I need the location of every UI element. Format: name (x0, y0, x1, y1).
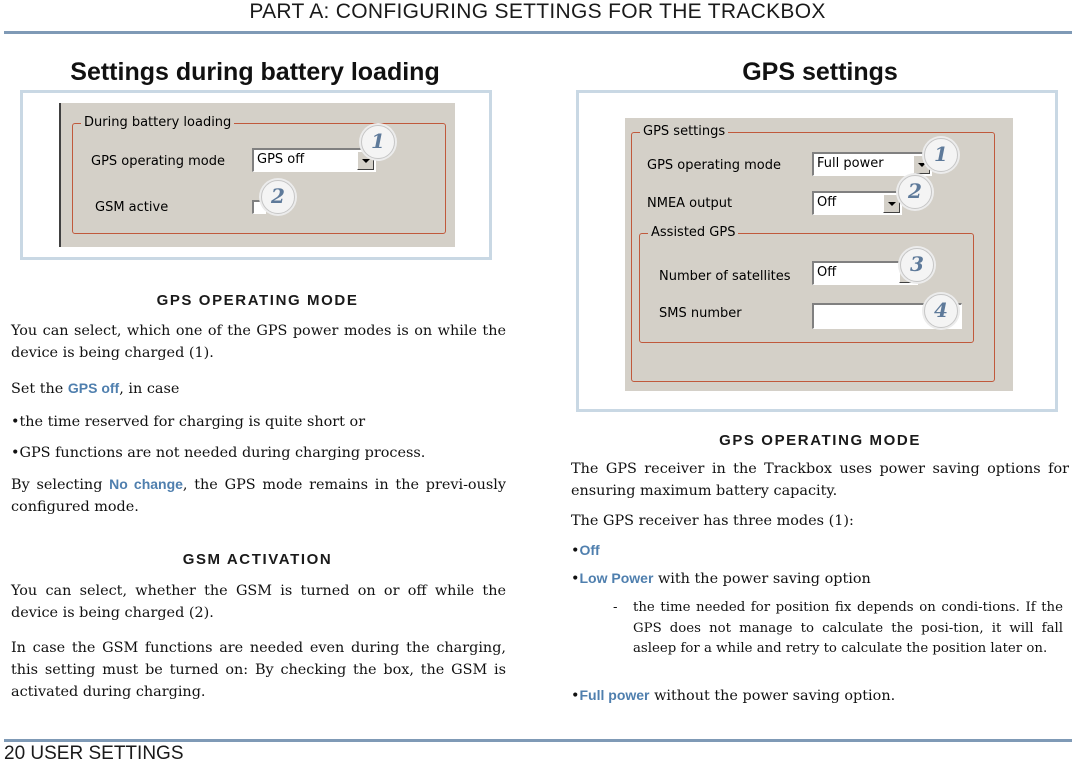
gps-mode-select[interactable] (812, 152, 932, 176)
page-footer: 20 USER SETTINGS (4, 743, 184, 764)
nmea-output-select-value: Off (817, 195, 837, 210)
mode-full-power-bullet: •Full power without the power saving option. (571, 687, 896, 704)
nmea-output-label: NMEA output (647, 196, 733, 211)
gps-settings-group-title: GPS settings (640, 124, 728, 140)
satellites-select-value: Off (817, 265, 837, 280)
gps-not-needed-bullet: •GPS functions are not needed during charging process. (11, 445, 426, 461)
three-modes-paragraph: The GPS receiver has three modes (1): (571, 513, 854, 529)
right-column-title: GPS settings (742, 58, 898, 86)
callout-badge-3: 3 (900, 248, 934, 282)
gsm-charging-paragraph: In case the GSM functions are needed even during the charging, this setting must be turned on: By checking the box, the GSM is activated during charging. (11, 640, 506, 700)
mode-off-highlight: Off (579, 542, 600, 558)
charging-time-bullet: •the time reserved for charging is quite short or (11, 414, 366, 430)
gps-mode-select-value: GPS off (257, 152, 305, 167)
battery-loading-group-title: During battery loading (81, 115, 234, 131)
callout-badge-1: 1 (361, 125, 395, 159)
page-header: PART A: CONFIGURING SETTINGS FOR THE TRACKBOX (249, 0, 826, 23)
no-change-paragraph: By selecting No change, the GPS mode remains in the previ-ously configured mode. (11, 476, 506, 515)
callout-badge-2: 2 (261, 180, 295, 214)
gps-mode-label: GPS operating mode (647, 158, 782, 173)
low-power-sub-bullet: - the time needed for position fix depends on condi-tions. If the GPS does not manage to calculate the posi-tion, it will fall asleep for a while and retry to calculate the position later on. (613, 600, 1063, 656)
left-column-title: Settings during battery loading (70, 58, 440, 86)
gps-mode-label: GPS operating mode (91, 154, 226, 169)
gsm-activation-paragraph: You can select, whether the GSM is turned on or off while the device is being charged (2). (11, 583, 506, 621)
gps-mode-select[interactable] (252, 148, 376, 172)
gsm-activation-heading: GSM ACTIVATION (182, 551, 333, 568)
set-gps-off-paragraph: Set the GPS off, in case (11, 380, 180, 397)
chevron-down-icon[interactable] (883, 194, 900, 213)
sms-number-label: SMS number (659, 306, 742, 321)
left-gps-mode-paragraph: You can select, which one of the GPS power modes is on while the device is being charged (1). (11, 323, 506, 361)
mode-off-bullet: •Off (571, 542, 600, 559)
left-screenshot-frame (20, 90, 492, 260)
gsm-active-label: GSM active (95, 200, 169, 215)
power-saving-paragraph: The GPS receiver in the Trackbox uses power saving options for ensuring maximum battery capacity. (571, 461, 1069, 499)
gps-off-highlight: GPS off (67, 380, 120, 396)
gps-mode-select-value: Full power (817, 156, 884, 171)
satellites-label: Number of satellites (659, 269, 791, 284)
no-change-highlight: No change (109, 476, 183, 492)
left-gps-mode-heading: GPS OPERATING MODE (156, 292, 359, 309)
right-gps-mode-heading: GPS OPERATING MODE (719, 432, 921, 449)
header-rule (4, 31, 1072, 34)
callout-badge-1: 1 (924, 138, 958, 172)
battery-loading-dialog (59, 103, 455, 247)
mode-low-power-bullet: •Low Power with the power saving option (571, 570, 871, 587)
callout-badge-4: 4 (924, 294, 958, 328)
mode-low-power-highlight: Low Power (579, 570, 654, 586)
callout-badge-2: 2 (898, 175, 932, 209)
mode-full-power-highlight: Full power (579, 687, 650, 703)
footer-rule (4, 739, 1072, 742)
nmea-output-select[interactable] (812, 191, 902, 215)
assisted-gps-group-title: Assisted GPS (648, 225, 738, 241)
right-screenshot-frame (576, 90, 1058, 412)
